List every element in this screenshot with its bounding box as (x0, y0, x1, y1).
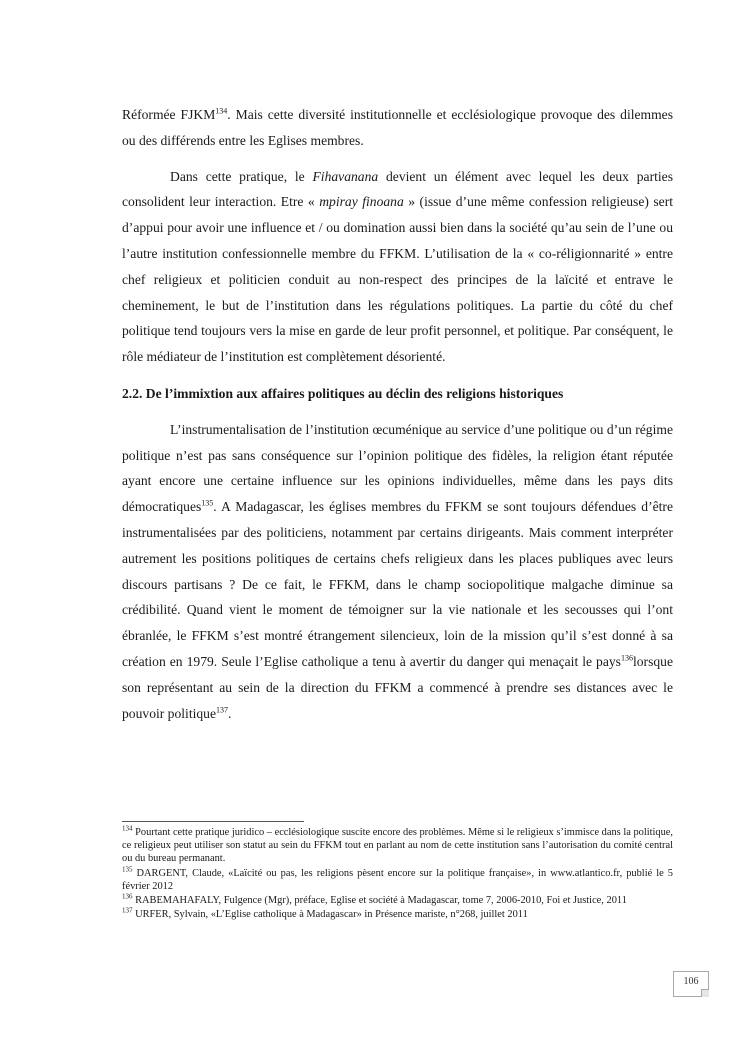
text-run: . Mais cette diversité institutionnelle et ecclésiologique provoque des dilemmes ou des différends entre les Eglises membres. (122, 107, 674, 148)
footnote-136 (122, 894, 673, 907)
paragraph-3 (122, 417, 673, 727)
footnote-134 (122, 826, 673, 866)
footnote-number: 134 (122, 824, 133, 833)
term-mpiray-finoana: mpiray finoana (319, 194, 404, 210)
text-run: » (issue d’une même confession religieuse) sert d’appui pour avoir une influence et / ou domination aussi bien dans la société qu’au sein de l’une ou l’autre institution confessionnelle membre du FFKM. L’utilisation de la « co-réligionnarité » entre chef religieux et politicien conduit au non-respect des principes de la laïcité et entrave le cheminement, le but de l’institution dans les régulations politiques. La partie du côté du chef politique tend toujours vers la mise en garde de leur profit personnel, et politique. Par conséquent, le rôle médiateur de l’institution est complètement désorienté. (122, 194, 673, 365)
footnote-ref-137[interactable]: 137 (216, 705, 229, 714)
footnotes (122, 826, 673, 922)
footnote-separator (122, 821, 304, 822)
section-heading: 2.2. De l’immixtion aux affaires politiques au déclin des religions historiques (122, 385, 564, 401)
page-number: 106 (683, 976, 699, 987)
footnote-text: URFER, Sylvain, «L’Eglise catholique à Madagascar» in Présence mariste, n°268, juillet 2011 (132, 909, 528, 921)
paragraph-2 (122, 164, 673, 370)
page-curl-icon (701, 989, 709, 997)
footnote-number: 135 (122, 865, 133, 874)
footnote-number: 136 (122, 892, 133, 901)
term-fihavanana: Fihavanana (312, 168, 379, 184)
footnote-text: Pourtant cette pratique juridico – ecclésiologique suscite encore des problèmes. Même si le religieux s’immisce dans la politique, ce religieux peut utiliser son statut au sein du FFKM tout en parlant au nom de cette institution sans l’autorisation du comité central ou du bureau permanant. (122, 827, 673, 865)
text-run: lorsque son représentant au sein de la direction du FFKM a commencé à prendre ses distances avec le pouvoir politique (122, 653, 673, 721)
main-text (122, 102, 673, 726)
text-run: . (228, 705, 232, 721)
footnote-135 (122, 867, 673, 893)
footnote-ref-134[interactable]: 134 (215, 106, 228, 116)
footnote-text: RABEMAHAFALY, Fulgence (Mgr), préface, Eglise et société à Madagascar, tome 7, 2006-2010, Foi et Justice, 2011 (132, 895, 627, 907)
text-run: . A Madagascar, les églises membres du FFKM se sont toujours défendues d’être instrumentalisées par des politiciens, notamment par certains dirigeants. Mais comment interpréter autrement les positions politiques de certains chefs religieux dans les places publiques avec leurs discours partisans ? De ce fait, le FFKM, dans le champ sociopolitique malgache diminue sa crédibilité. Quand vient le moment de témoigner sur la vie nationale et les secousses qui l’ont ébranlée, le FFKM s’est montré étrangement silencieux, loin de la mission qu’il s’est donné à sa création en 1979. Seule l’Eglise catholique a tenu à avertir du danger qui menaçait le pays (122, 499, 673, 669)
paragraph-1 (122, 102, 673, 154)
text-run: Réformée FJKM (122, 107, 216, 122)
footnote-137 (122, 908, 673, 921)
text-run: devient un élément avec lequel les deux parties consolident leur interaction. Etre « (122, 168, 673, 210)
footnote-ref-135[interactable]: 135 (201, 498, 214, 508)
footnote-text: DARGENT, Claude, «Laïcité ou pas, les religions pèsent encore sur la politique française», in www.atlantico.fr, publié le 5 février 2012 (122, 867, 673, 892)
text-run: L’instrumentalisation de l’institution œcuménique au service d’une politique ou d’un régime politique n’est pas sans conséquence sur l’opinion politique des fidèles, la religion étant réputée ayant encore une certaine influence sur les opinions individuelles, même dans les pays dits démocratiques (122, 421, 673, 515)
footnote-number: 137 (122, 906, 133, 915)
text-run: Dans cette pratique, le (170, 168, 313, 184)
footnote-ref-136[interactable]: 136 (620, 653, 633, 663)
